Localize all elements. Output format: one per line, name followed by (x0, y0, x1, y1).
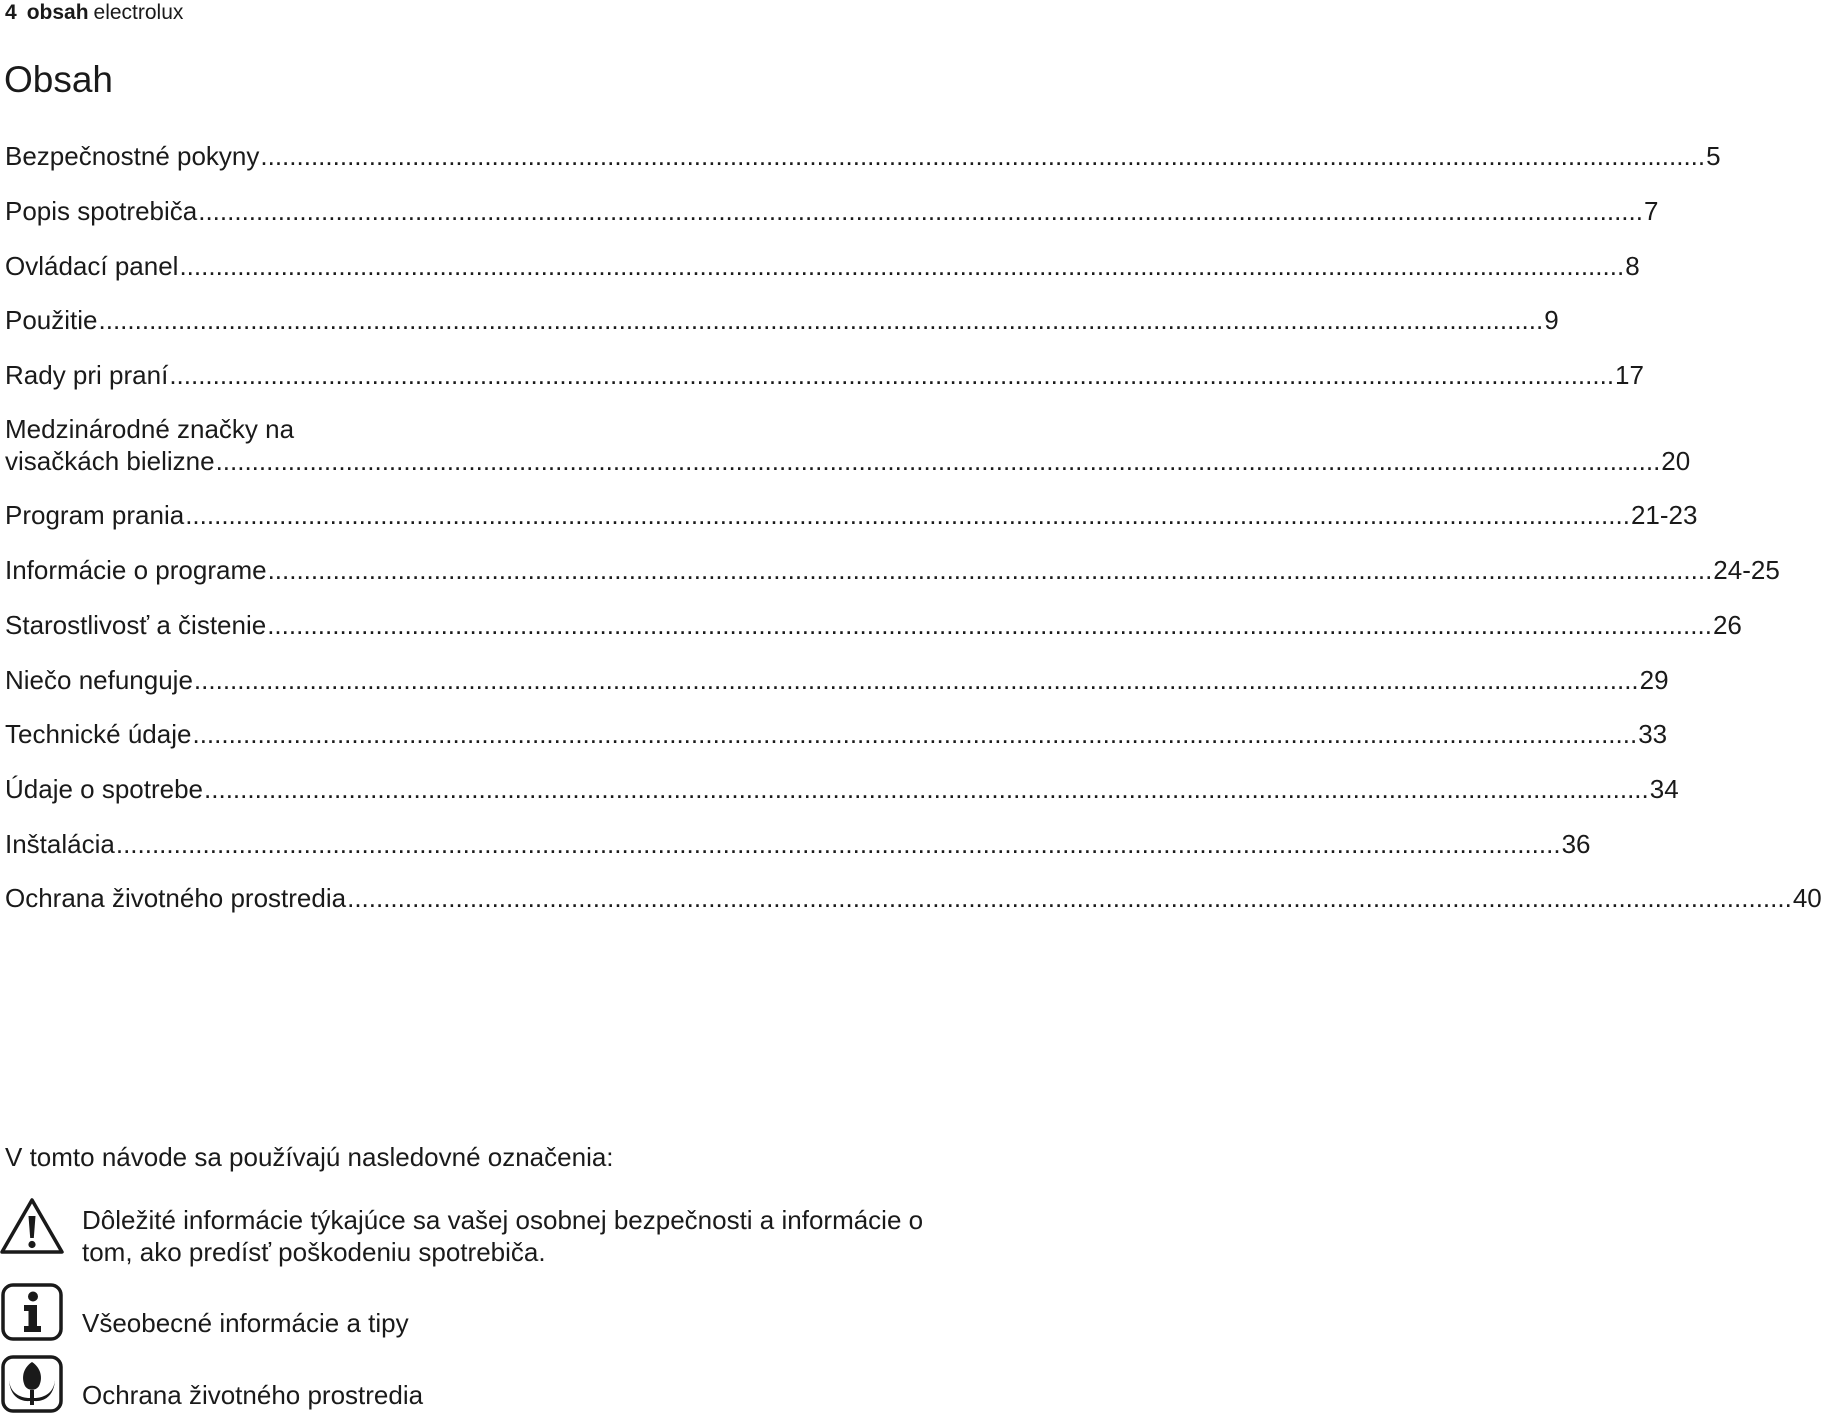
toc-leader-dots: ........................................................................................................................................................................................................ (179, 251, 1625, 281)
toc-entry[interactable] (5, 718, 1668, 750)
legend-text (82, 1307, 960, 1339)
toc-entry[interactable] (5, 609, 1742, 641)
toc-entry-page: 26 (1712, 610, 1742, 640)
toc-entry[interactable] (5, 773, 1679, 805)
toc-entry-title: Informácie o programe (5, 555, 267, 585)
section-name: obsah (26, 1, 89, 24)
toc-entry[interactable] (5, 828, 1591, 860)
toc-entry-title: Údaje o spotrebe (5, 774, 204, 804)
toc-entry-title: Niečo nefunguje (5, 665, 193, 695)
toc-leader-dots: ........................................................................................................................................................................................................ (204, 774, 1649, 804)
toc-entry-title: Ovládací panel (5, 251, 179, 281)
toc-entry-page: 36 (1561, 829, 1591, 859)
toc-entry-title: Rady pri praní (5, 360, 169, 390)
toc-entry-page: 7 (1643, 196, 1659, 226)
toc-entry-page: 21-23 (1630, 500, 1698, 530)
page-title: Obsah (4, 59, 114, 100)
toc-leader-dots: ........................................................................................................................................................................................................ (215, 446, 1661, 476)
legend-text (82, 1204, 960, 1268)
toc-entry-page: 34 (1649, 774, 1679, 804)
toc-entry[interactable] (5, 359, 1644, 391)
info-icon (0, 1282, 64, 1342)
toc-entry-title: Technické údaje (5, 719, 192, 749)
symbols-intro: V tomto návode sa používajú nasledovné označenia: (5, 1142, 614, 1172)
toc-entry-title: Bezpečnostné pokyny (5, 141, 260, 171)
toc-leader-dots: ........................................................................................................................................................................................................ (267, 610, 1712, 640)
toc-entry-page: 20 (1661, 446, 1691, 476)
legend-text-line: Dôležité informácie týkajúce sa vašej osobnej bezpečnosti a informácie o (82, 1205, 924, 1235)
toc-leader-dots: ........................................................................................................................................................................................................ (267, 555, 1713, 585)
toc-entry-title-line1: Medzinárodné značky na (5, 414, 295, 444)
toc-leader-dots: ........................................................................................................................................................................................................ (98, 305, 1544, 335)
toc-entry[interactable] (5, 554, 1780, 586)
legend-text-line: tom, ako predísť poškodeniu spotrebiča. (82, 1237, 546, 1267)
toc-entry[interactable] (5, 304, 1559, 336)
toc-entry[interactable] (5, 413, 1691, 477)
toc-entry[interactable] (5, 882, 1822, 914)
brand-name: electrolux (93, 1, 184, 24)
toc-entry[interactable] (5, 664, 1669, 696)
toc-leader-dots: ........................................................................................................................................................................................................ (169, 360, 1615, 390)
toc-entry-title: Ochrana životného prostredia (5, 883, 347, 913)
toc-entry-page: 24-25 (1713, 555, 1780, 585)
toc-entry[interactable] (5, 195, 1659, 227)
toc-entry-page: 40 (1792, 883, 1822, 913)
toc-entry-page: 5 (1706, 141, 1721, 171)
toc-leader-dots: ........................................................................................................................................................................................................ (198, 196, 1643, 226)
toc-leader-dots: ........................................................................................................................................................................................................ (192, 719, 1638, 749)
toc-leader-dots: ........................................................................................................................................................................................................ (347, 883, 1792, 913)
toc-leader-dots: ........................................................................................................................................................................................................ (185, 500, 1630, 530)
toc-leader-dots: ........................................................................................................................................................................................................ (260, 141, 1706, 171)
toc-entry-page: 33 (1638, 719, 1668, 749)
toc-leader-dots: ........................................................................................................................................................................................................ (193, 665, 1639, 695)
toc-entry-title: Popis spotrebiča (5, 196, 198, 226)
legend-text-line: Všeobecné informácie a tipy (82, 1308, 409, 1338)
toc-entry-page: 17 (1615, 360, 1644, 390)
legend-text (82, 1379, 960, 1411)
toc-entry[interactable] (5, 140, 1721, 172)
toc-entry-title: Použitie (5, 305, 98, 335)
page-number: 4 (5, 1, 17, 24)
toc-entry-page: 8 (1625, 251, 1640, 281)
toc-entry-page: 9 (1544, 305, 1559, 335)
toc-entry-title: Program prania (5, 500, 185, 530)
environment-icon (0, 1354, 64, 1414)
legend-text-line: Ochrana životného prostredia (82, 1380, 424, 1410)
warning-icon (0, 1194, 64, 1254)
toc-entry-title: Inštalácia (5, 829, 115, 859)
page-header (5, 0, 183, 26)
toc-entry-title: visačkách bielizne (5, 446, 215, 476)
toc-entry[interactable] (5, 499, 1698, 531)
toc-entry-title: Starostlivosť a čistenie (5, 610, 267, 640)
toc-entry[interactable] (5, 250, 1640, 282)
toc-entry-page: 29 (1639, 665, 1669, 695)
toc-leader-dots: ........................................................................................................................................................................................................ (115, 829, 1561, 859)
